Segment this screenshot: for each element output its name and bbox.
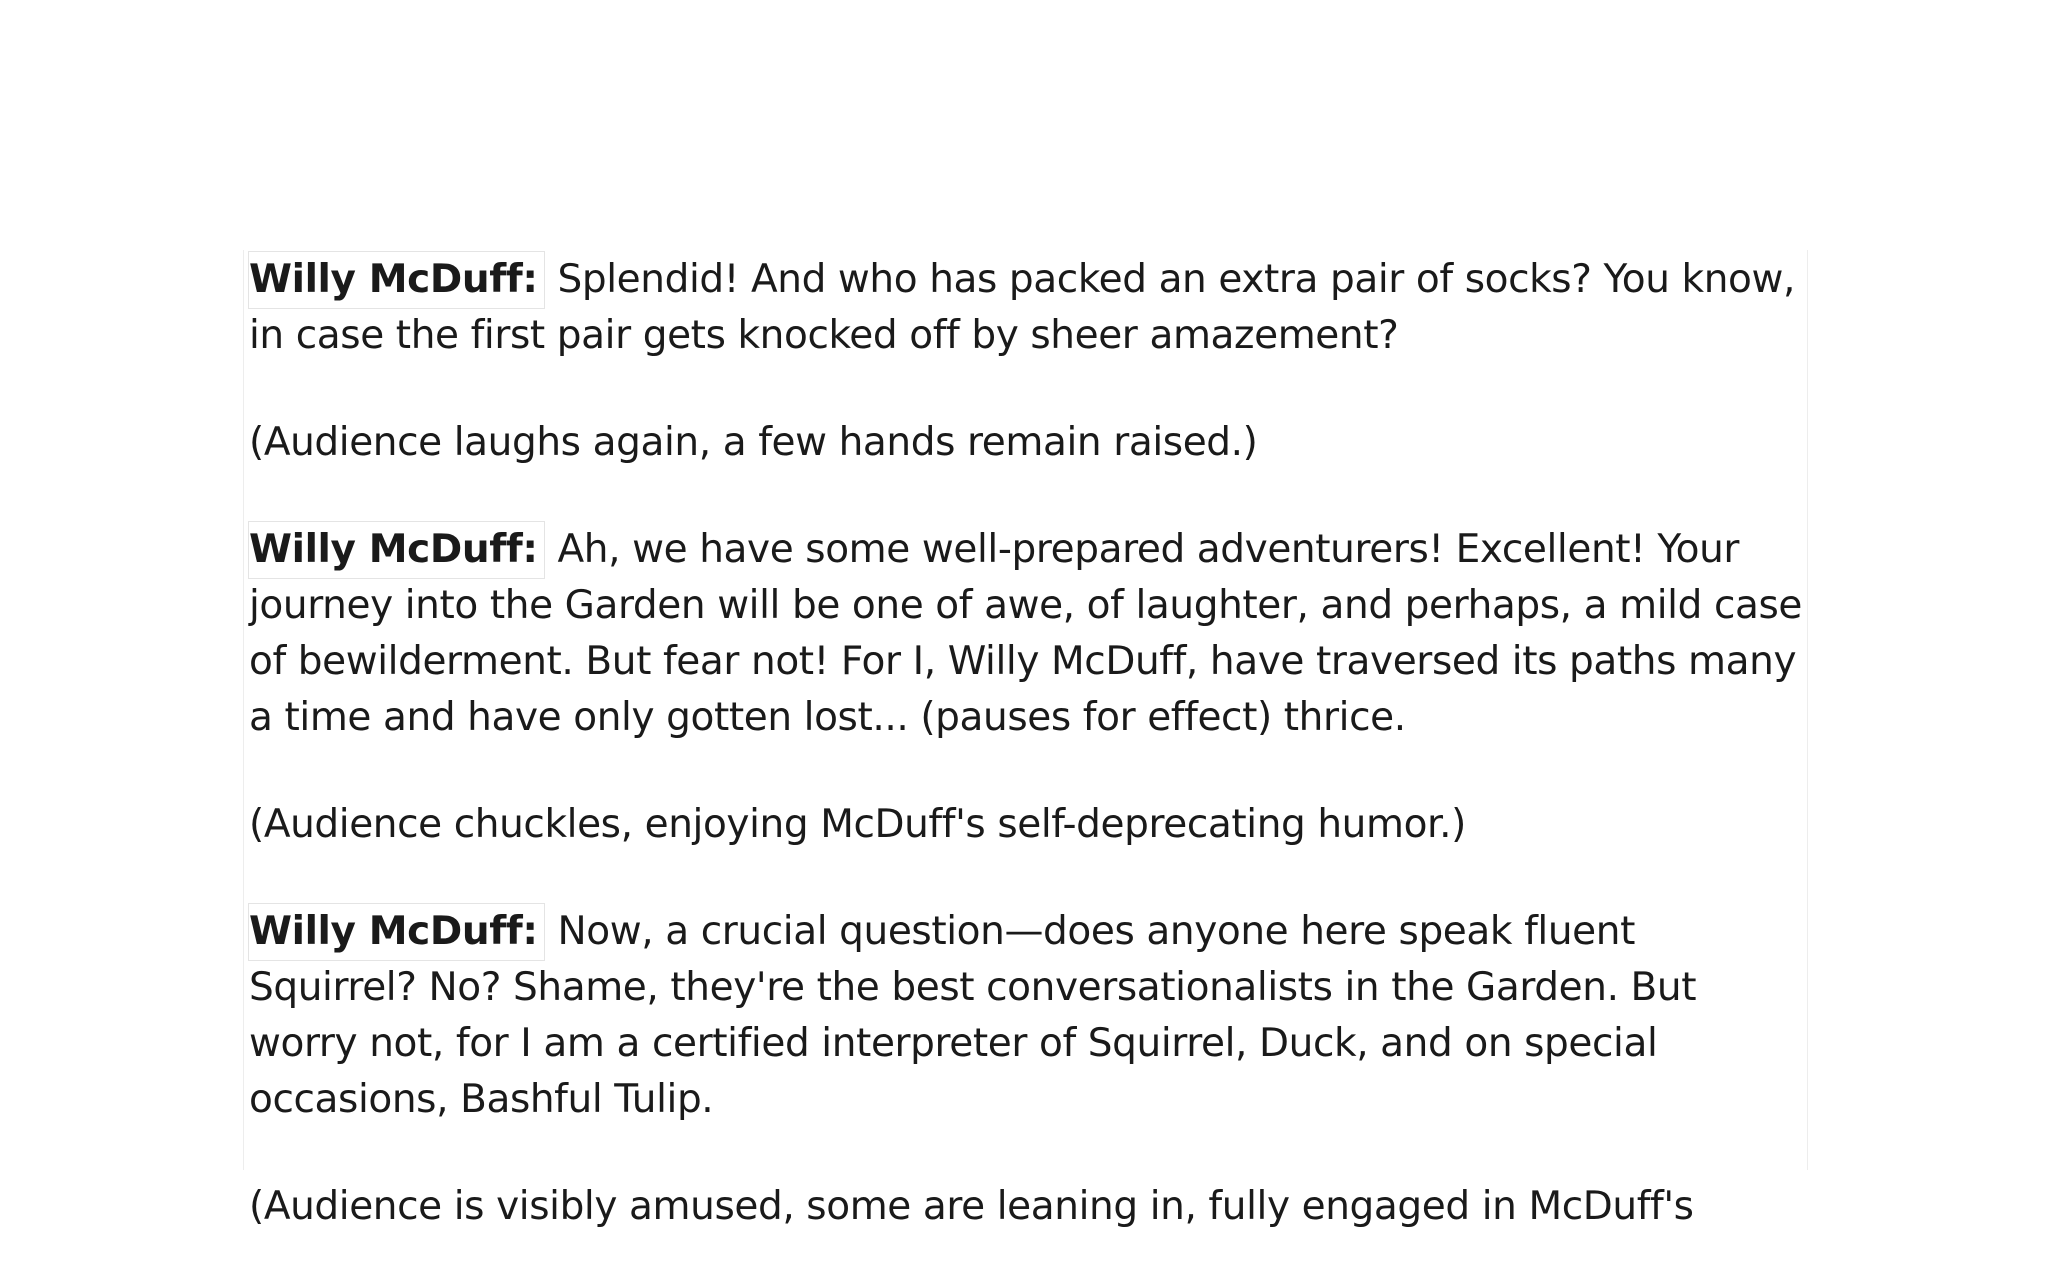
speaker-name: Willy McDuff: — [249, 904, 544, 960]
script-body — [249, 252, 1804, 1286]
speaker-name: Willy McDuff: — [249, 252, 544, 308]
dialogue-line-2 — [249, 522, 1804, 746]
dialogue-text: Splendid! And who has packed an extra pair of socks? You know, in case the first pair gets knocked off by sheer amazement? — [249, 257, 1795, 358]
speaker-name: Willy McDuff: — [249, 522, 544, 578]
stage-direction-2: (Audience chuckles, enjoying McDuff's self-deprecating humor.) — [249, 802, 1466, 847]
dialogue-text: Ah, we have some well-prepared adventurers! Excellent! Your journey into the Garden will be one of awe, of laughter, and perhaps, a mild case of bewilderment. But fear not! For I, Willy McDuff, have traversed its paths many a time and have only gotten lost... (pauses for effect) thrice. — [249, 527, 1803, 740]
dialogue-text: Now, a crucial question—does anyone here speak fluent Squirrel? No? Shame, they're the best conversationalists in the Garden. But worry not, for I am a certified interpreter of Squirrel, Duck, and on special occasions, Bashful Tulip. — [249, 909, 1697, 1122]
dialogue-line-1 — [249, 252, 1804, 364]
stage-direction-3: (Audience is visibly amused, some are leaning in, fully engaged in McDuff's — [249, 1184, 1694, 1229]
dialogue-line-3 — [249, 904, 1804, 1128]
stage-direction-1: (Audience laughs again, a few hands remain raised.) — [249, 420, 1258, 465]
